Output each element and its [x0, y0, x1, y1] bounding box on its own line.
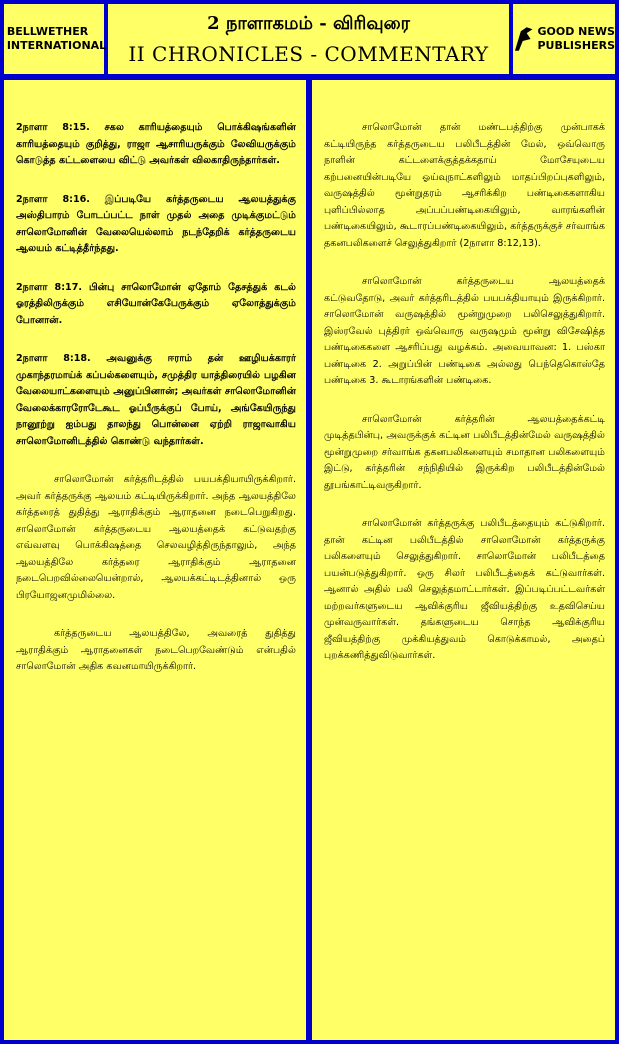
title-english: II CHRONICLES - COMMENTARY	[128, 42, 489, 66]
verse-paragraph: 2நாளா 8:16. இப்படியே கர்த்தருடைய ஆலயத்துக்கு அஸ்திபாரம் போடப்பட்ட நாள் முதல் அதை முடிக்குமட்டும் சாலொமோனின் வேலையெல்லாம் நடந்தேறிக் கர்த்தருடைய ஆலயம் கட்டித்தீர்ந்தது.	[16, 193, 296, 254]
commentary-paragraph: சாலொமோன் தான் மண்டபத்திற்கு முன்பாகக் கட்டியிருந்த கர்த்தருடைய பலிபீடத்தின் மேல், ஒவ்வொரு நாளின் கட்டளைக்குத்தக்கதாய் மோசேயுடைய கற்பனையின்படியே ஓய்வுநாட்களிலும் மாதப்பிறப்புகளிலும், வருஷத்தில் மூன்றுதரம் ஆசரிக்கிற பண்டிகைகளாகிய புளிப்பில்லாத அப்பப்பண்டிகையிலும், வாரங்களின் பண்டிகையிலும், கூடாரப்பண்டிகையிலும், கர்த்தருக்குச் சர்வாங்க தகனபலிகளைச் செலுத்துகிறார் (2நாளா 8:12,13).	[324, 122, 605, 249]
verse-paragraph: 2நாளா 8:17. பின்பு சாலொமோன் ஏதோம் தேசத்துக் கடல் ஓரத்திலிருக்கும் எசியோன்கேபேருக்கும் ஏலோத்துக்கும் போனான்.	[16, 281, 296, 326]
commentary-paragraph: கர்த்தருடைய ஆலயத்திலே, அவரைத் துதித்து ஆராதிக்கும் ஆராதனைகள் நடைபெறவேண்டும் என்பதில் சாலொமோன் அதிக கவனமாயிருக்கிறார்.	[16, 628, 296, 672]
logo-line: PUBLISHERS	[537, 39, 615, 52]
dove-icon	[513, 25, 534, 53]
verse-paragraph: 2நாளா 8:15. சகல காரியத்தையும் பொக்கிஷங்களின் காரியத்தையும் குறித்து, ராஜா ஆசாரியருக்கும் லேவியருக்கும் கொடுத்த கட்டளையை விட்டு அவர்கள் விலகாதிருந்தார்கள்.	[16, 122, 296, 166]
right-column	[312, 80, 615, 1040]
logo-line: GOOD NEWS	[537, 25, 615, 38]
good-news-logo	[513, 4, 615, 74]
logo-line: BELLWETHER	[6, 25, 89, 38]
logo-line: INTERNATIONAL	[6, 39, 107, 52]
title-tamil: 2 நாளாகமம் - விரிவுரை	[207, 13, 410, 34]
commentary-paragraph: சாலொமோன் கர்த்தரிடத்தில் பயபக்தியாயிருக்கிறார். அவர் கர்த்தருக்கு ஆலயம் கட்டியிருக்கிறார். அந்த ஆலயத்திலே கர்த்தரைத் துதித்து ஆராதிக்கும் ஆராதனை நடைபெறுகிறது. சாலொமோன் கர்த்தருடைய ஆலயத்தைக் கட்டுவதற்கு எவ்வளவு பொக்கிஷத்தை செலவழித்திருந்தாலும், அந்த ஆலயத்திலே கர்த்தரை ஆராதிக்கும் ஆராதனை நடைபெறவில்லையென்றால், ஆலயக்கட்டிடத்தினால் ஒரு பிரயோஜனமுமில்லை.	[16, 474, 296, 601]
page-title	[108, 4, 509, 74]
commentary-paragraph: சாலொமோன் கர்த்தருடைய ஆலயத்தைக் கட்டுவதோடு, அவர் கர்த்தரிடத்தில் பயபக்தியாயும் இருக்கிறார். சாலொமோன் வருஷத்தில் மூன்றுமுறை பலிசெலுத்துகிறார். இஸ்ரவேல் புத்திரர் ஒவ்வொரு வருஷமும் மூன்று விசேஷித்த பண்டிகைகளை ஆசரிப்பது வழக்கம். அவையாவன: 1. பஸ்கா பண்டிகை 2. அறுப்பின் பண்டிகை அல்லது பெந்தெகொஸ்தே பண்டிகை 3. கூடாரங்களின் பண்டிகை.	[324, 276, 605, 386]
left-column	[4, 80, 306, 1040]
commentary-paragraph: சாலொமோன் கர்த்தரின் ஆலயத்தைக்கட்டி முடித்தபின்பு, அவருக்குக் கட்டின பலிபீடத்தின்மேல் வருஷத்தில் மூன்றுமுறை சர்வாங்க தகனபலிகளையும் சமாதான பலிகளையும் இட்டு, கர்த்தரின் சந்நிதியில் இருக்கிற பலிபீடத்தின்மேல் தூபங்காட்டிவருகிறார்.	[324, 413, 605, 491]
verse-paragraph: 2நாளா 8:18. அவனுக்கு ஈராம் தன் ஊழியக்காரர் முகாந்தரமாய்க் கப்பல்களையும், சமுத்திர யாத்திரையில் பழகின வேலையாட்களையும் அனுப்பினான்; அவர்கள் சாலொமோனின் வேலைக்காரரோடேகூட ஓப்பீருக்குப் போய், அங்கேயிருந்து நானூற்று ஐம்பது தாலந்து பொன்னை ஏற்றி ராஜாவாகிய சாலொமோனிடத்தில் கொண்டு வந்தார்கள்.	[16, 353, 296, 447]
bellwether-logo	[4, 4, 107, 74]
commentary-paragraph: சாலொமோன் கர்த்தருக்கு பலிபீடத்தையும் கட்டுகிறார். தான் கட்டின பலிபீடத்தில் சாலொமோன் கர்த்தருக்கு பலிகளையும் செலுத்துகிறார். சாலொமோன் பலிபீடத்தை பயன்படுத்துகிறார். ஒரு சிலர் பலிபீடத்தைக் கட்டுவார்கள். ஆனால் அதில் பலி செலுத்தமாட்டார்கள். இப்படிப்பட்டவர்கள் மற்றவர்களுடைய ஆவிக்குரிய ஜீவியத்திற்கு உதவிசெய்ய முன்வருவார்கள். தங்களுடைய சொந்த ஆவிக்குரிய ஜீவியத்திற்கு முக்கியத்துவம் கொடுக்காமல், அதைப் புறக்கணித்துவிடுவார்கள்.	[324, 518, 605, 661]
